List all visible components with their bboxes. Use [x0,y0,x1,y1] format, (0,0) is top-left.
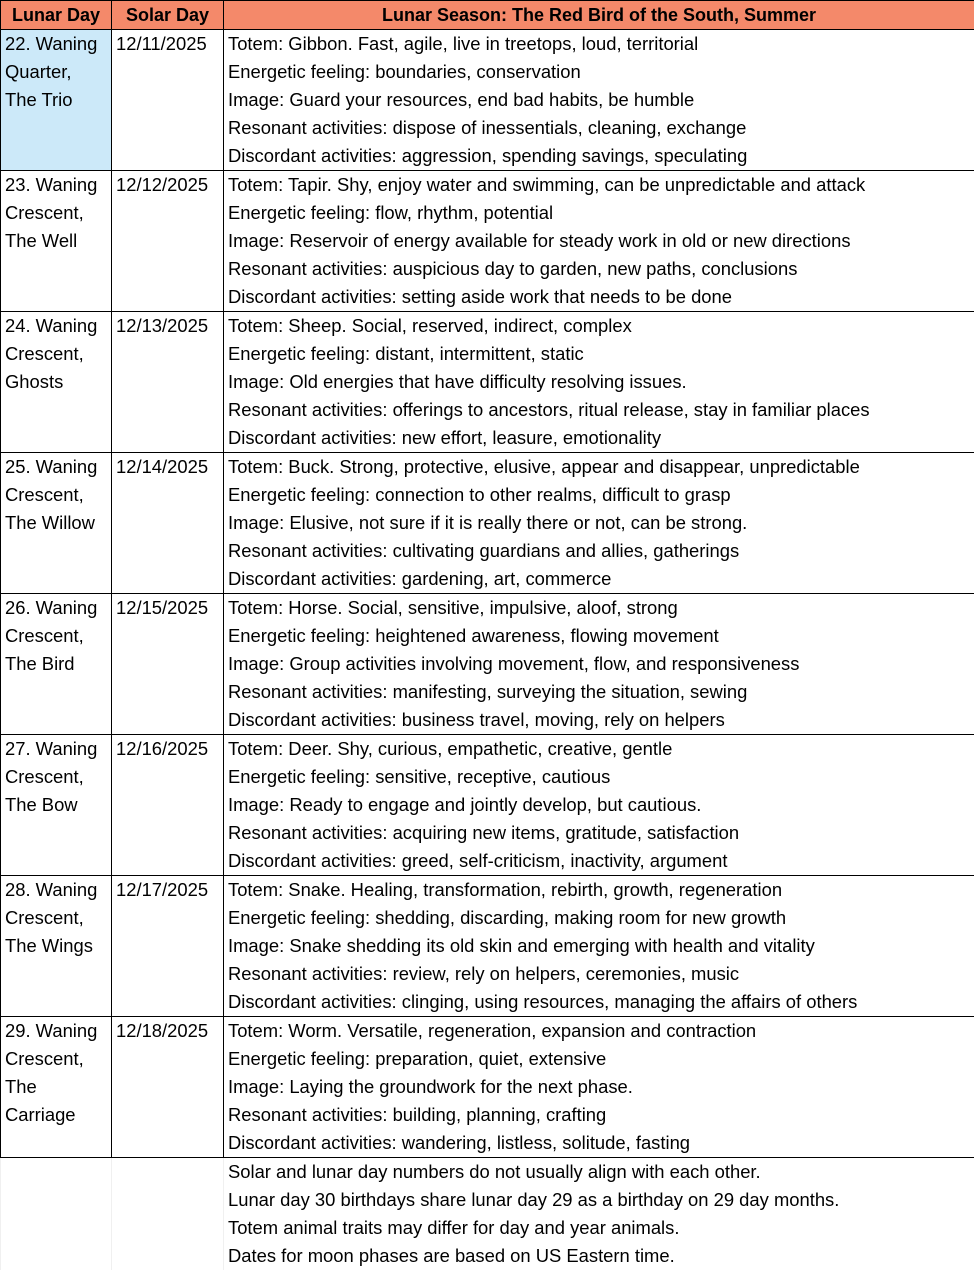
description-line: Discordant activities: new effort, leasure, emotionality [228,424,974,452]
lunar-day-text: Quarter, [5,58,111,86]
description-line: Image: Guard your resources, end bad habits, be humble [228,86,974,114]
header-lunar-day[interactable]: Lunar Day [1,1,112,30]
description-line: Totem: Gibbon. Fast, agile, live in treetops, loud, territorial [228,30,974,58]
notes-empty-cell-2[interactable] [112,1158,224,1270]
lunar-day-cell[interactable] [1,594,112,735]
notes-empty-cell-1[interactable] [1,1158,112,1270]
solar-date-text: 12/15/2025 [116,594,223,622]
lunar-day-text: Carriage [5,1101,111,1129]
description-cell[interactable] [224,453,974,594]
description-line: Image: Ready to engage and jointly develop, but cautious. [228,791,974,819]
description-line: Resonant activities: cultivating guardians and allies, gatherings [228,537,974,565]
lunar-day-cell[interactable] [1,30,112,171]
lunar-day-text: 26. Waning [5,594,111,622]
description-line: Resonant activities: offerings to ancestors, ritual release, stay in familiar places [228,396,974,424]
lunar-day-text: The Wings [5,932,111,960]
lunar-day-text: 24. Waning [5,312,111,340]
note-line: Solar and lunar day numbers do not usually align with each other. [228,1158,974,1186]
table-row [1,735,974,876]
description-line: Discordant activities: gardening, art, commerce [228,565,974,593]
description-line: Image: Reservoir of energy available for steady work in old or new directions [228,227,974,255]
description-cell[interactable] [224,735,974,876]
table-row [1,312,974,453]
solar-date-text: 12/16/2025 [116,735,223,763]
description-line: Resonant activities: building, planning, crafting [228,1101,974,1129]
lunar-day-text: Crescent, [5,199,111,227]
solar-day-cell[interactable] [112,594,224,735]
table-row [1,594,974,735]
solar-day-cell[interactable] [112,30,224,171]
table-row [1,1017,974,1158]
lunar-day-text: Crescent, [5,1045,111,1073]
table-row [1,876,974,1017]
description-line: Discordant activities: business travel, moving, rely on helpers [228,706,974,734]
description-line: Image: Laying the groundwork for the next phase. [228,1073,974,1101]
lunar-day-text: 29. Waning [5,1017,111,1045]
lunar-day-text: Ghosts [5,368,111,396]
lunar-day-cell[interactable] [1,876,112,1017]
description-line: Image: Elusive, not sure if it is really there or not, can be strong. [228,509,974,537]
header-solar-day[interactable]: Solar Day [112,1,224,30]
solar-day-cell[interactable] [112,453,224,594]
notes-cell[interactable] [224,1158,974,1270]
lunar-day-cell[interactable] [1,453,112,594]
description-cell[interactable] [224,171,974,312]
description-line: Image: Old energies that have difficulty resolving issues. [228,368,974,396]
description-line: Resonant activities: dispose of inessentials, cleaning, exchange [228,114,974,142]
description-line: Energetic feeling: boundaries, conservation [228,58,974,86]
solar-day-cell[interactable] [112,312,224,453]
description-line: Energetic feeling: connection to other realms, difficult to grasp [228,481,974,509]
description-line: Energetic feeling: distant, intermittent, static [228,340,974,368]
lunar-day-text: 25. Waning [5,453,111,481]
description-cell[interactable] [224,30,974,171]
description-line: Discordant activities: clinging, using resources, managing the affairs of others [228,988,974,1016]
description-line: Totem: Worm. Versatile, regeneration, expansion and contraction [228,1017,974,1045]
notes-row [1,1158,974,1270]
lunar-day-text: Crescent, [5,763,111,791]
description-line: Energetic feeling: sensitive, receptive, cautious [228,763,974,791]
lunar-day-text: The Well [5,227,111,255]
solar-day-cell[interactable] [112,1017,224,1158]
lunar-day-text: The Bird [5,650,111,678]
solar-date-text: 12/13/2025 [116,312,223,340]
table-row [1,171,974,312]
description-line: Resonant activities: auspicious day to garden, new paths, conclusions [228,255,974,283]
description-line: Totem: Sheep. Social, reserved, indirect, complex [228,312,974,340]
lunar-day-text: The [5,1073,111,1101]
description-line: Energetic feeling: flow, rhythm, potential [228,199,974,227]
solar-day-cell[interactable] [112,735,224,876]
description-line: Energetic feeling: preparation, quiet, extensive [228,1045,974,1073]
note-line: Totem animal traits may differ for day and year animals. [228,1214,974,1242]
lunar-day-text: 27. Waning [5,735,111,763]
lunar-day-text: 28. Waning [5,876,111,904]
lunar-day-text: The Bow [5,791,111,819]
header-row [1,1,974,30]
lunar-day-cell[interactable] [1,312,112,453]
description-line: Totem: Horse. Social, sensitive, impulsive, aloof, strong [228,594,974,622]
lunar-day-text: Crescent, [5,622,111,650]
table-row [1,453,974,594]
solar-date-text: 12/17/2025 [116,876,223,904]
header-lunar-season[interactable]: Lunar Season: The Red Bird of the South, Summer [224,1,974,30]
description-line: Image: Snake shedding its old skin and emerging with health and vitality [228,932,974,960]
description-line: Image: Group activities involving movement, flow, and responsiveness [228,650,974,678]
solar-date-text: 12/14/2025 [116,453,223,481]
lunar-day-text: Crescent, [5,340,111,368]
lunar-day-text: 23. Waning [5,171,111,199]
solar-date-text: 12/12/2025 [116,171,223,199]
description-line: Totem: Buck. Strong, protective, elusive, appear and disappear, unpredictable [228,453,974,481]
lunar-day-cell[interactable] [1,171,112,312]
lunar-day-text: Crescent, [5,904,111,932]
table-row [1,30,974,171]
description-line: Energetic feeling: shedding, discarding, making room for new growth [228,904,974,932]
lunar-day-text: 22. Waning [5,30,111,58]
note-line: Lunar day 30 birthdays share lunar day 29 as a birthday on 29 day months. [228,1186,974,1214]
description-line: Totem: Deer. Shy, curious, empathetic, creative, gentle [228,735,974,763]
description-cell[interactable] [224,594,974,735]
description-line: Discordant activities: aggression, spending savings, speculating [228,142,974,170]
description-line: Totem: Tapir. Shy, enjoy water and swimming, can be unpredictable and attack [228,171,974,199]
lunar-day-text: The Trio [5,86,111,114]
description-cell[interactable] [224,876,974,1017]
lunar-day-cell[interactable] [1,1017,112,1158]
description-line: Discordant activities: greed, self-criticism, inactivity, argument [228,847,974,875]
description-line: Resonant activities: review, rely on helpers, ceremonies, music [228,960,974,988]
lunar-day-cell[interactable] [1,735,112,876]
description-cell[interactable] [224,312,974,453]
description-line: Energetic feeling: heightened awareness, flowing movement [228,622,974,650]
description-line: Discordant activities: wandering, listless, solitude, fasting [228,1129,974,1157]
description-line: Resonant activities: manifesting, surveying the situation, sewing [228,678,974,706]
description-line: Totem: Snake. Healing, transformation, rebirth, growth, regeneration [228,876,974,904]
description-line: Discordant activities: setting aside work that needs to be done [228,283,974,311]
solar-day-cell[interactable] [112,171,224,312]
lunar-day-text: Crescent, [5,481,111,509]
description-line: Resonant activities: acquiring new items, gratitude, satisfaction [228,819,974,847]
note-line: Dates for moon phases are based on US Eastern time. [228,1242,974,1270]
lunar-day-text: The Willow [5,509,111,537]
description-cell[interactable] [224,1017,974,1158]
solar-day-cell[interactable] [112,876,224,1017]
solar-date-text: 12/11/2025 [116,30,223,58]
solar-date-text: 12/18/2025 [116,1017,223,1045]
